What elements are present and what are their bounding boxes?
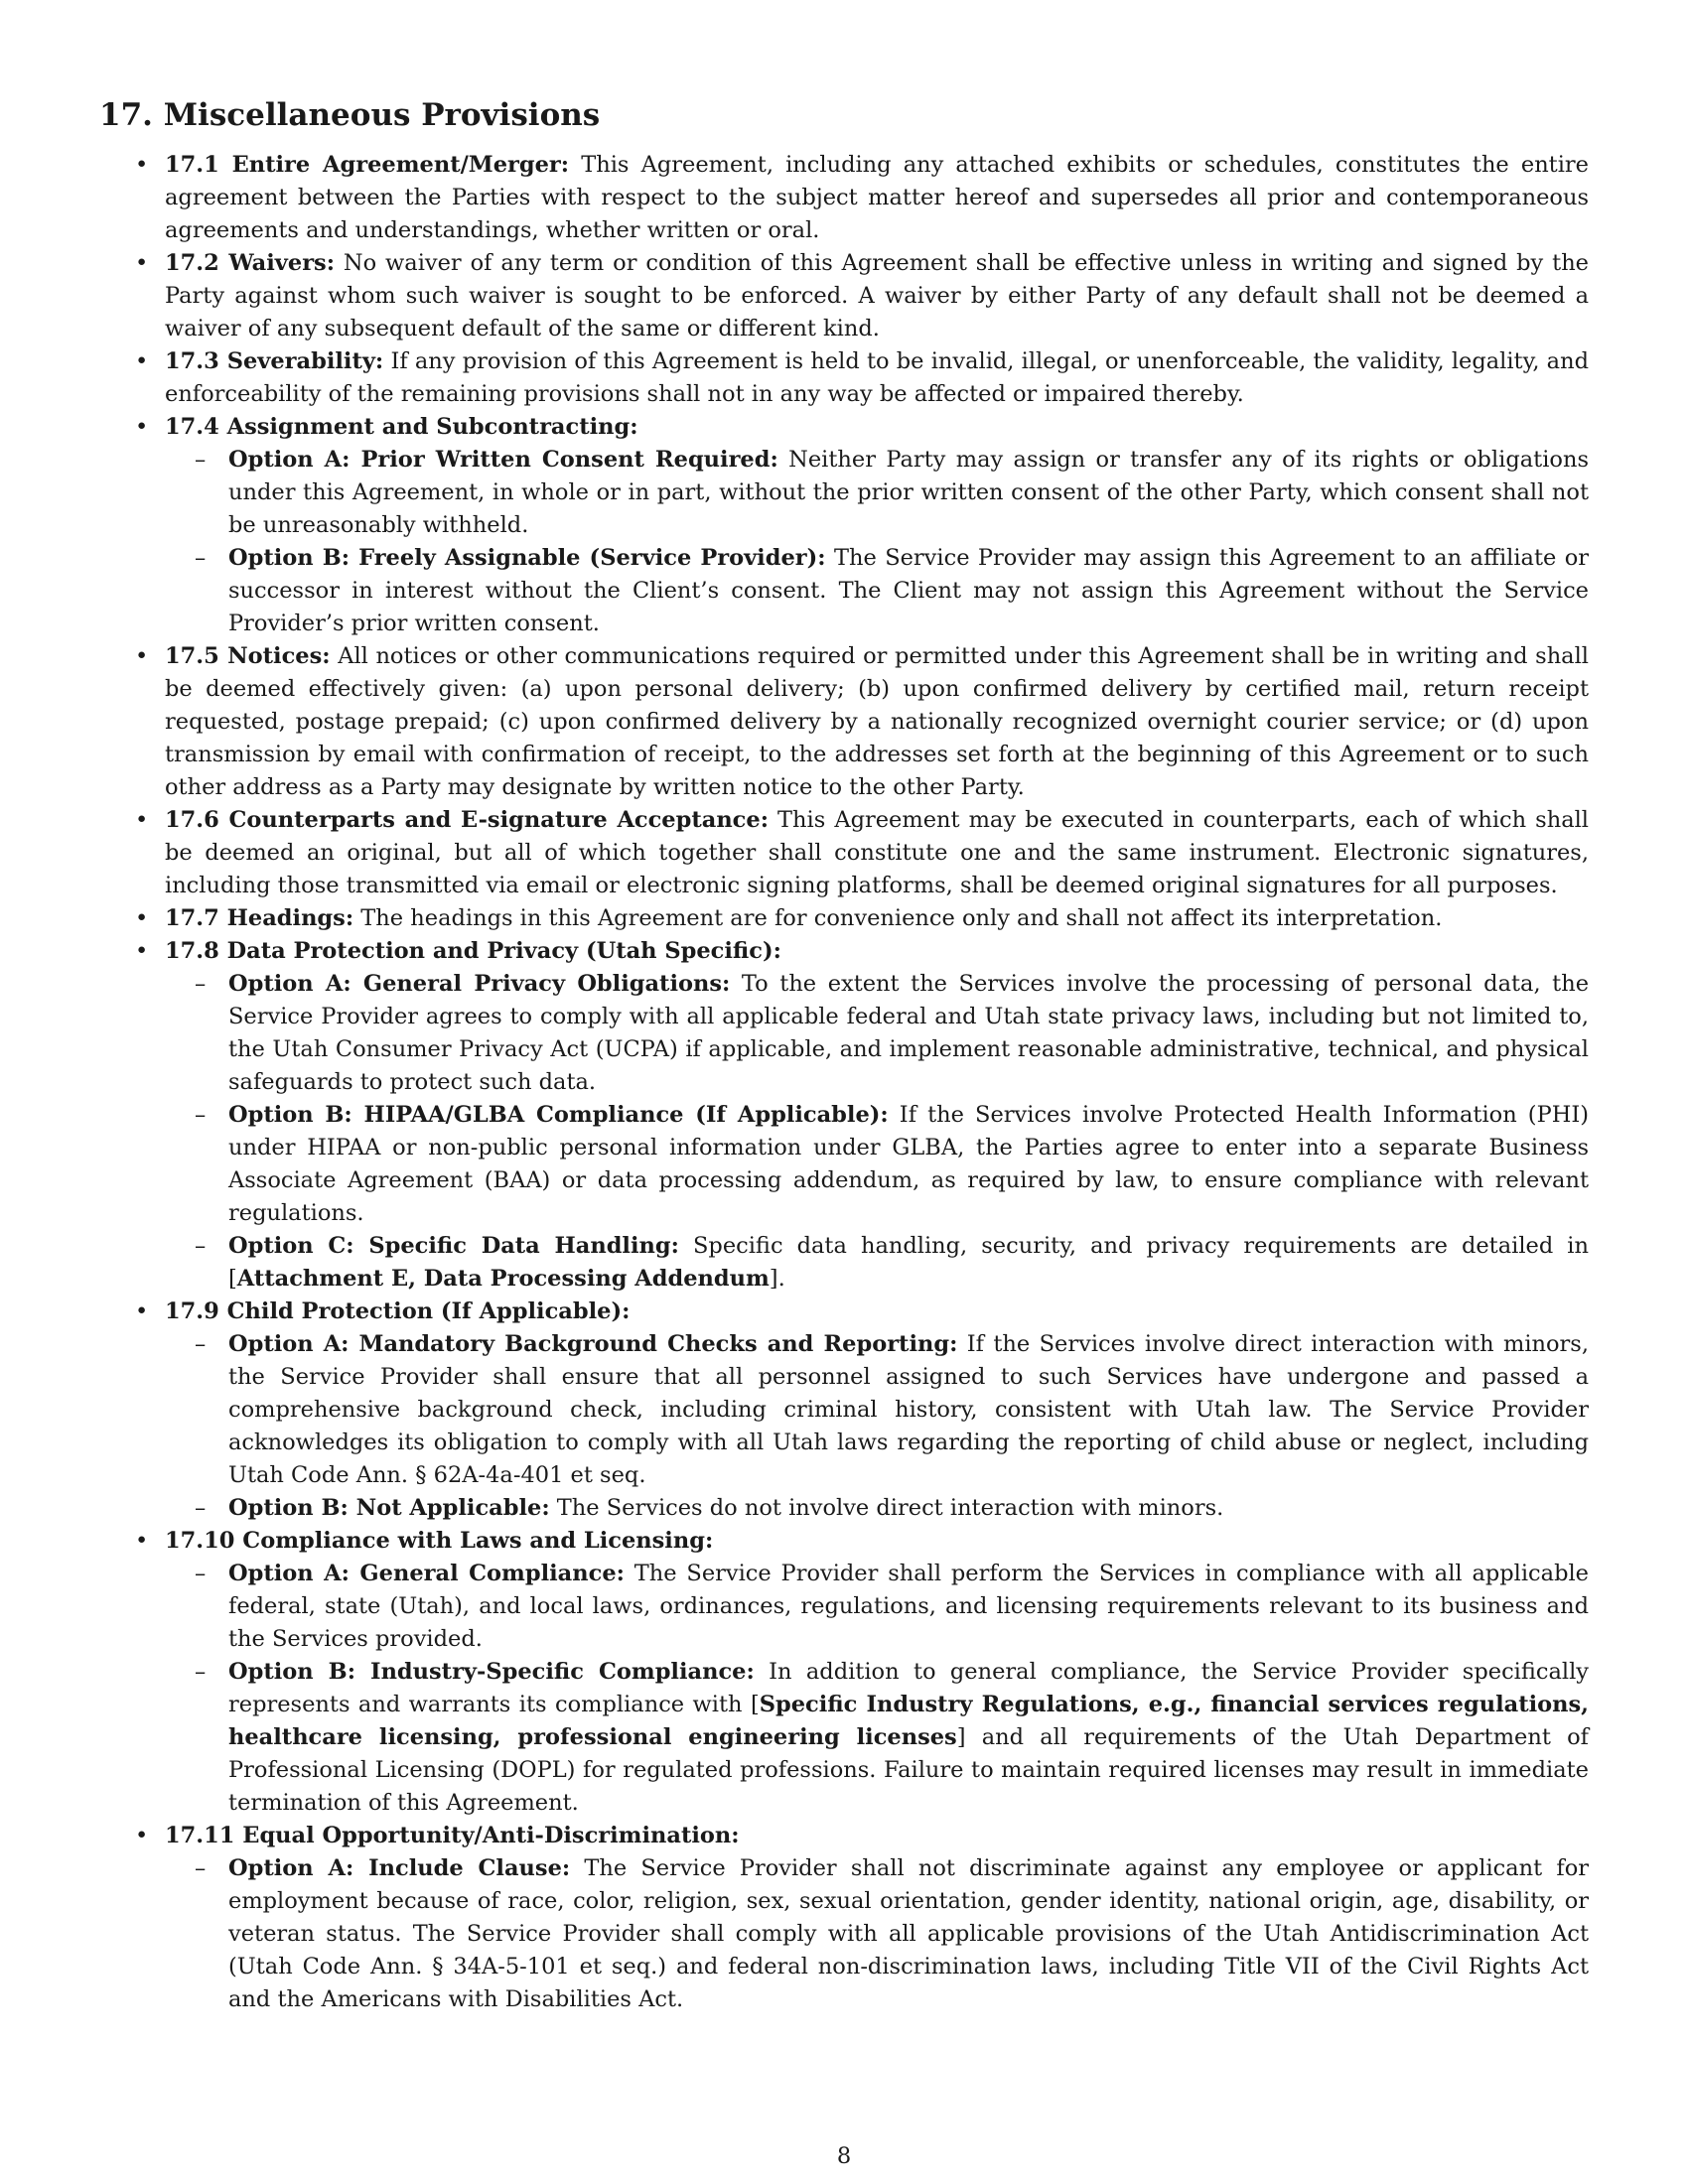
option-text: If the Services involve Protected Health Information (PHI) under HIPAA or non-public personal information under GLBA, the Parties agree to enter into a separate Business Associate Agreement (BAA) or data processing addendum, as required by law, to ensure compliance with relevant regulations. <box>228 1102 1589 1226</box>
provision-heading: 17.6 Counterparts and E-signature Acceptance: <box>165 807 770 833</box>
provision-17-4 <box>99 411 1589 640</box>
option-text: To the extent the Services involve the processing of personal data, the Service Provider agrees to comply with all applicable federal and Utah state privacy laws, including but not limited to, the Utah Consumer Privacy Act (UCPA) if applicable, and implement reasonable administrative, technical, and physical safeguards to protect such data. <box>228 971 1590 1095</box>
provision-heading: 17.4 Assignment and Subcontracting: <box>165 414 638 440</box>
option-item <box>165 1558 1589 1656</box>
provision-17-10 <box>99 1525 1589 1820</box>
page-number: 8 <box>836 2143 852 2169</box>
options-list <box>165 1558 1589 1820</box>
provision-17-3 <box>99 345 1589 411</box>
option-text-tail: ]. <box>769 1266 785 1292</box>
option-item <box>165 444 1589 542</box>
provision-17-6 <box>99 804 1589 902</box>
provision-text: If any provision of this Agreement is held to be invalid, illegal, or unenforceable, the validity, legality, and enforceability of the remaining provisions shall not in any way be affected or impaired thereby. <box>165 348 1589 407</box>
option-text: Neither Party may assign or transfer any of its rights or obligations under this Agreement, in whole or in part, without the prior written consent of the other Party, which consent shall not be unreasonably withheld. <box>228 447 1589 538</box>
option-text: The Service Provider shall not discriminate against any employee or applicant for employment because of race, color, religion, sex, sexual orientation, gender identity, national origin, age, disability, or veteran status. The Service Provider shall comply with all applicable provisions of the Utah Antidiscrimination Act (Utah Code Ann. § 34A-5-101 et seq.) and federal non-discrimination laws, including Title VII of the Civil Rights Act and the Americans with Disabilities Act. <box>228 1855 1589 2012</box>
provision-17-11 <box>99 1820 1589 2016</box>
options-list <box>165 1852 1589 2016</box>
provision-17-9 <box>99 1296 1589 1525</box>
provision-text: All notices or other communications required or permitted under this Agreement shall be in writing and shall be deemed effectively given: (a) upon personal delivery; (b) upon confirmed delivery by certified mail, return receipt requested, postage prepaid; (c) upon confirmed delivery by a nationally recognized overnight courier service; or (d) upon transmission by email with confirmation of receipt, to the addresses set forth at the beginning of this Agreement or to such other address as a Party may designate by written notice to the other Party. <box>165 643 1589 800</box>
option-item <box>165 1656 1589 1820</box>
option-text: In addition to general compliance, the Service Provider specifically represents and warrants its compliance with [ <box>228 1659 1589 1717</box>
section-title: 17. Miscellaneous Provisions <box>99 97 601 133</box>
provision-heading: 17.5 Notices: <box>165 643 331 669</box>
option-text: The Services do not involve direct interaction with minors. <box>549 1495 1224 1521</box>
option-item <box>165 1492 1589 1525</box>
provision-text: No waiver of any term or condition of this Agreement shall be effective unless in writing and signed by the Party against whom such waiver is sought to be enforced. A waiver by either Party of any default shall not be deemed a waiver of any subsequent default of the same or different kind. <box>165 250 1589 341</box>
option-heading: Option B: Industry-Specific Compliance: <box>228 1659 755 1685</box>
options-list <box>165 1328 1589 1525</box>
provision-17-2 <box>99 247 1589 345</box>
option-item <box>165 1852 1589 2016</box>
options-list <box>165 444 1589 640</box>
option-text: If the Services involve direct interaction with minors, the Service Provider shall ensure that all personnel assigned to such Services have undergone and passed a comprehensive background check, including criminal history, consistent with Utah law. The Service Provider acknowledges its obligation to comply with all Utah laws regarding the reporting of child abuse or neglect, including Utah Code Ann. § 62A-4a-401 et seq. <box>228 1331 1590 1488</box>
options-list <box>165 968 1589 1296</box>
option-item <box>165 1328 1589 1492</box>
option-item <box>165 1230 1589 1296</box>
option-text-tail: ] and all requirements of the Utah Department of Professional Licensing (DOPL) for regulated professions. Failure to maintain required licenses may result in immediate termination of this Agreement. <box>228 1724 1589 1816</box>
option-heading: Option B: HIPAA/GLBA Compliance (If Applicable): <box>228 1102 889 1128</box>
option-text: The Service Provider may assign this Agreement to an affiliate or successor in interest without the Client’s consent. The Client may not assign this Agreement without the Service Provider’s prior written consent. <box>228 545 1589 636</box>
provision-17-1 <box>99 149 1589 247</box>
provision-heading: 17.1 Entire Agreement/Merger: <box>165 152 570 178</box>
provisions-list <box>99 149 1589 2016</box>
provision-heading: 17.10 Compliance with Laws and Licensing: <box>165 1528 714 1554</box>
attachment-reference: Attachment E, Data Processing Addendum <box>236 1266 770 1292</box>
regulations-reference: Specific Industry Regulations, e.g., financial services regulations, healthcare licensing, professional engineering licenses <box>228 1692 1589 1750</box>
option-heading: Option B: Not Applicable: <box>228 1495 550 1521</box>
option-item <box>165 542 1589 640</box>
provision-heading: 17.7 Headings: <box>165 905 354 931</box>
option-item <box>165 968 1589 1099</box>
option-heading: Option A: General Compliance: <box>228 1561 625 1586</box>
option-heading: Option A: Mandatory Background Checks and Reporting: <box>228 1331 958 1357</box>
provision-text: This Agreement, including any attached exhibits or schedules, constitutes the entire agreement between the Parties with respect to the subject matter hereof and supersedes all prior and contemporaneous agreements and understandings, whether written or oral. <box>165 152 1589 243</box>
option-heading: Option C: Specific Data Handling: <box>228 1233 679 1259</box>
provision-17-5 <box>99 640 1589 804</box>
provision-17-8 <box>99 935 1589 1296</box>
provision-heading: 17.2 Waivers: <box>165 250 336 276</box>
option-heading: Option B: Freely Assignable (Service Provider): <box>228 545 826 571</box>
document-page <box>99 95 1589 2016</box>
provision-text: This Agreement may be executed in counterparts, each of which shall be deemed an original, but all of which together shall constitute one and the same instrument. Electronic signatures, including those transmitted via email or electronic signing platforms, shall be deemed original signatures for all purposes. <box>165 807 1589 898</box>
provision-17-7 <box>99 902 1589 935</box>
option-text: Specific data handling, security, and privacy requirements are detailed in [ <box>228 1233 1589 1292</box>
provision-heading: 17.9 Child Protection (If Applicable): <box>165 1298 631 1324</box>
option-text: The Service Provider shall perform the Services in compliance with all applicable federal, state (Utah), and local laws, ordinances, regulations, and licensing requirements relevant to its business and the Services provided. <box>228 1561 1589 1652</box>
option-heading: Option A: Prior Written Consent Required: <box>228 447 778 473</box>
option-heading: Option A: General Privacy Obligations: <box>228 971 731 997</box>
option-item <box>165 1099 1589 1230</box>
provision-text: The headings in this Agreement are for convenience only and shall not affect its interpretation. <box>353 905 1443 931</box>
provision-heading: 17.11 Equal Opportunity/Anti-Discrimination: <box>165 1823 740 1848</box>
option-heading: Option A: Include Clause: <box>228 1855 571 1881</box>
provision-heading: 17.3 Severability: <box>165 348 384 374</box>
provision-heading: 17.8 Data Protection and Privacy (Utah Specific): <box>165 938 781 964</box>
